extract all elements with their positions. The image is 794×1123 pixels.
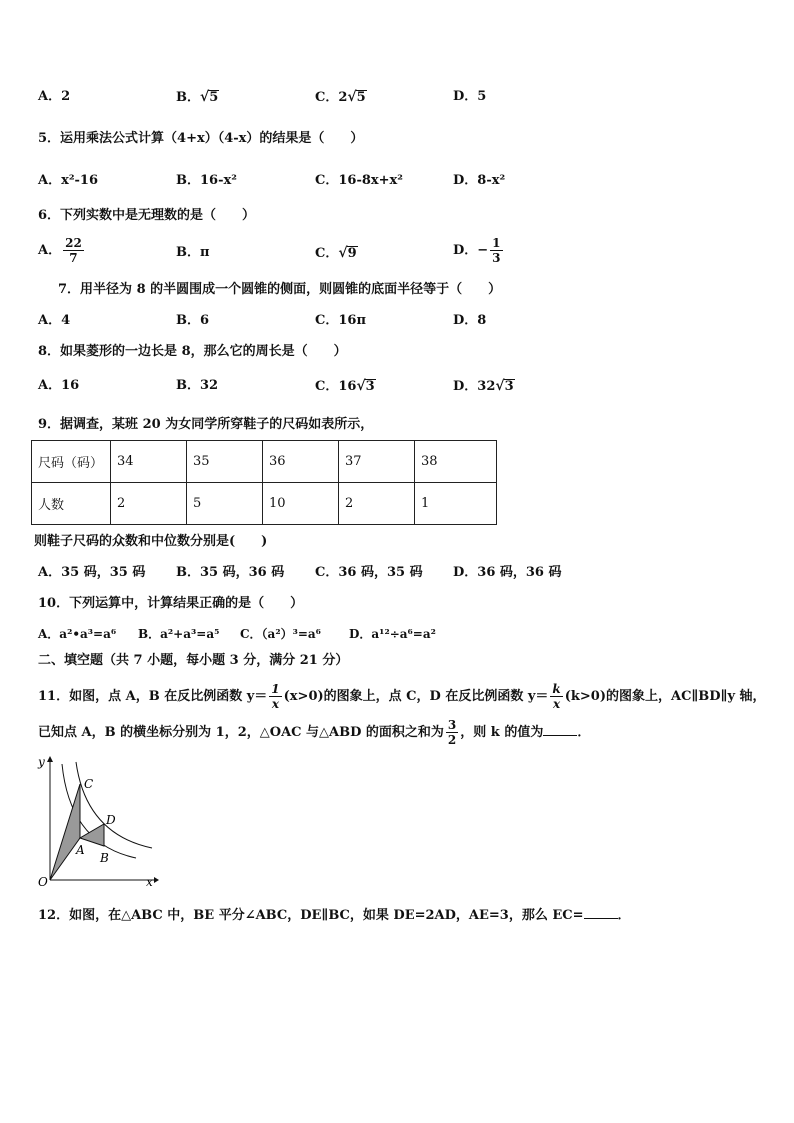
q11-line1: 11．如图，点 A，B 在反比例函数 y＝ $\frac{1}{x}$ (x>0)的图象上，点 C，D 在反比例函数 y＝ $\frac{k}{x}$ (k>0)的图象上，AC∥BD∥y 轴， [38,682,766,711]
q8-option-a: A．16 [38,378,80,393]
q4-option-b: B．√5 [176,89,219,105]
label-C: C [84,777,94,791]
q4-option-a: A．2 [38,89,71,104]
table-cell: 5 [187,483,263,525]
q10-option-a: A．a²•a³=a⁶ [38,627,117,641]
label-x: x [146,875,153,889]
q8-stem: 8．如果菱形的一边长是 8，那么它的周长是（ ） [38,344,347,359]
label-D: D [106,813,116,827]
label-y: y [38,755,45,769]
q6-option-d: D．− $\frac{1}{3}$ [453,236,501,265]
table-cell: 34 [111,441,187,483]
q9-option-c: C．36 码，35 码 [315,565,423,580]
shoe-size-table [31,440,497,525]
q8-option-d: D．32√3 [453,378,514,394]
q7-stem: 7．用半径为 8 的半圆围成一个圆锥的侧面，则圆锥的底面半径等于（ ） [58,282,502,297]
q12-stem: 12．如图，在△ABC 中，BE 平分∠ABC，DE∥BC，如果 DE=2AD，AE=3，那么 EC= ． [38,908,631,923]
answer-blank[interactable] [584,906,618,919]
q7-option-c: C．16π [315,313,366,328]
y-axis-arrow [47,756,53,762]
q9-stem: 9．据调查，某班 20 为女同学所穿鞋子的尺码如表所示， [38,417,374,432]
q4-option-c: C．2√5 [315,89,366,105]
q7-option-a: A．4 [38,313,71,328]
q11-line2: 已知点 A，B 的横坐标分别为 1，2，△OAC 与△ABD 的面积之和为 $\frac{3}{2}$ ，则 k 的值为 ． [38,718,591,747]
table-row [32,483,497,525]
label-A: A [76,843,85,857]
table-cell: 2 [339,483,415,525]
label-O: O [38,875,48,889]
q8-option-c: C．16√3 [315,378,375,394]
q10-option-d: D．a¹²÷a⁶=a² [349,627,436,641]
q6-option-c: C．√9 [315,245,357,261]
q8-option-b: B．32 [176,378,219,393]
q6-option-a: A． $\frac{22}{7}$ [38,236,82,265]
table-cell: 尺码（码） [32,441,111,483]
q6-option-b: B．π [176,245,210,260]
q5-option-d: D．8-x² [453,173,506,188]
table-cell: 10 [263,483,339,525]
answer-blank[interactable] [543,723,577,736]
q4-option-d: D．5 [453,89,487,104]
q7-option-d: D．8 [453,313,487,328]
table-cell: 人数 [32,483,111,525]
q5-stem: 5．运用乘法公式计算（4+x）（4-x）的结果是（ ） [38,131,364,146]
table-cell: 35 [187,441,263,483]
table-cell: 1 [415,483,497,525]
q5-option-b: B．16-x² [176,173,237,188]
table-cell: 37 [339,441,415,483]
table-cell: 2 [111,483,187,525]
table-row [32,441,497,483]
q9-option-d: D．36 码，36 码 [453,565,562,580]
label-B: B [100,851,109,865]
table-cell: 36 [263,441,339,483]
q6-stem: 6．下列实数中是无理数的是（ ） [38,208,256,223]
table-cell: 38 [415,441,497,483]
q9-option-a: A．35 码，35 码 [38,565,146,580]
q10-option-c: C．（a²）³=a⁶ [240,627,321,641]
q9-question: 则鞋子尺码的众数和中位数分别是( ) [34,534,268,549]
triangle-OAC [50,784,80,880]
x-axis-arrow [154,877,159,883]
q5-option-a: A．x²-16 [38,173,99,188]
section-heading: 二、填空题（共 7 小题，每小题 3 分，满分 21 分） [38,653,349,668]
q9-option-b: B．35 码，36 码 [176,565,285,580]
q5-option-c: C．16-8x+x² [315,173,403,188]
q7-option-b: B．6 [176,313,210,328]
q10-option-b: B．a²+a³=a⁵ [138,627,220,641]
q11-figure [36,754,160,890]
q10-stem: 10．下列运算中，计算结果正确的是（ ） [38,596,304,611]
